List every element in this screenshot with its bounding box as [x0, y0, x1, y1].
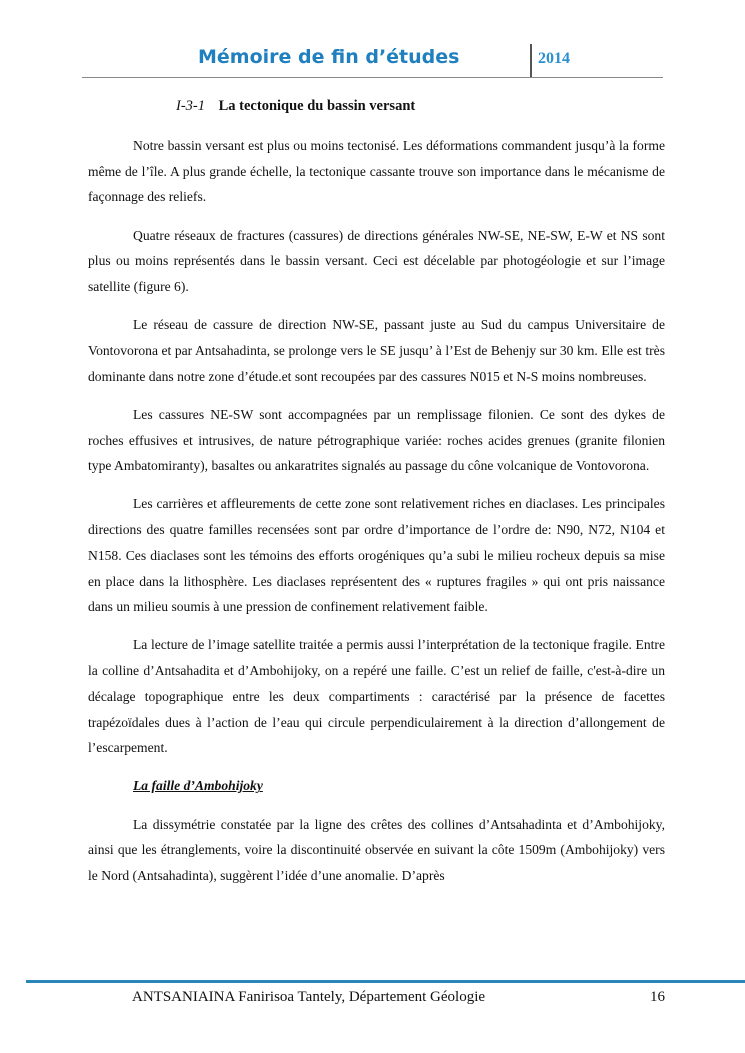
paragraph: La lecture de l’image satellite traitée a permis aussi l’interprétation de la tectonique fragile. Entre la colline d’Antsahadita et d’Ambohijoky, on a repéré une faille. C’est un relief de faille, c'est-à-dire un décalage topographique entre les deux compartiments : caractérisé par la présence de facettes trapézoïdales dues à l’action de l’eau qui circule perpendiculairement à la direction d’allongement de l’escarpement.	[88, 637, 665, 756]
paragraph: Les carrières et affleurements de cette zone sont relativement riches en diaclases. Les principales directions des quatre familles recensées sont par ordre d’importance de l’ordre de: N90, N72, N104 et N158. Ces diaclases sont les témoins des efforts orogéniques qu’a subi le milieu rocheux depuis sa mise en place dans la lithosphère. Les diaclases représentent des « ruptures fragiles » qui ont pris naissance dans un milieu soumis à une pression de confinement relativement faible.	[88, 496, 665, 615]
paragraph: Quatre réseaux de fractures (cassures) de directions générales NW-SE, NE-SW, E-W et NS sont plus ou moins représentés dans le bassin versant. Ceci est décelable par photogéologie et sur l’image satellite (figure 6).	[88, 227, 665, 295]
subheading: La faille d’Ambohijoky	[133, 778, 263, 794]
section-title: La tectonique du bassin versant	[218, 98, 416, 114]
body-text	[88, 133, 665, 901]
section-number: I-3-1	[176, 98, 205, 114]
header-rule	[82, 77, 663, 78]
section-heading	[176, 98, 415, 115]
footer-author: ANTSANIAINA Fanirisoa Tantely, Département Géologie	[132, 989, 486, 1005]
footer-rule	[26, 980, 745, 983]
paragraph: Notre bassin versant est plus ou moins tectonisé. Les déformations commandent jusqu’à la forme même de l’île. A plus grande échelle, la tectonique cassante trouve son importance dans le mécanisme de façonnage des reliefs.	[88, 138, 665, 205]
paragraph: Le réseau de cassure de direction NW-SE, passant juste au Sud du campus Universitaire de Vontovorona et par Antsahadinta, se prolonge vers le SE jusqu’ à l’Est de Behenjy sur 30 km. Elle est très dominante dans notre zone d’étude.et sont recoupées par des cassures N015 et N-S moins nombreuses.	[88, 317, 665, 384]
header-year: 2014	[538, 50, 570, 67]
paragraph: La dissymétrie constatée par la ligne des crêtes des collines d’Antsahadinta et d’Ambohijoky, ainsi que les étranglements, voire la discontinuité observée en suivant la côte 1509m (Ambohijoky) vers le Nord (Antsahadinta), suggèrent l’idée d’une anomalie. D’après	[88, 816, 665, 884]
header-divider	[530, 44, 532, 77]
paragraph: Les cassures NE-SW sont accompagnées par un remplissage filonien. Ce sont des dykes de roches effusives et intrusives, de nature pétrographique variée: roches acides grenues (granite filonien type Ambatomiranty), basaltes ou ankaratrites signalés au passage du cône volcanique de Vontovorona.	[88, 406, 665, 474]
header-title: Mémoire de fin d’études	[198, 46, 460, 68]
page-number: 16	[650, 989, 665, 1005]
subheading-line	[88, 773, 665, 799]
